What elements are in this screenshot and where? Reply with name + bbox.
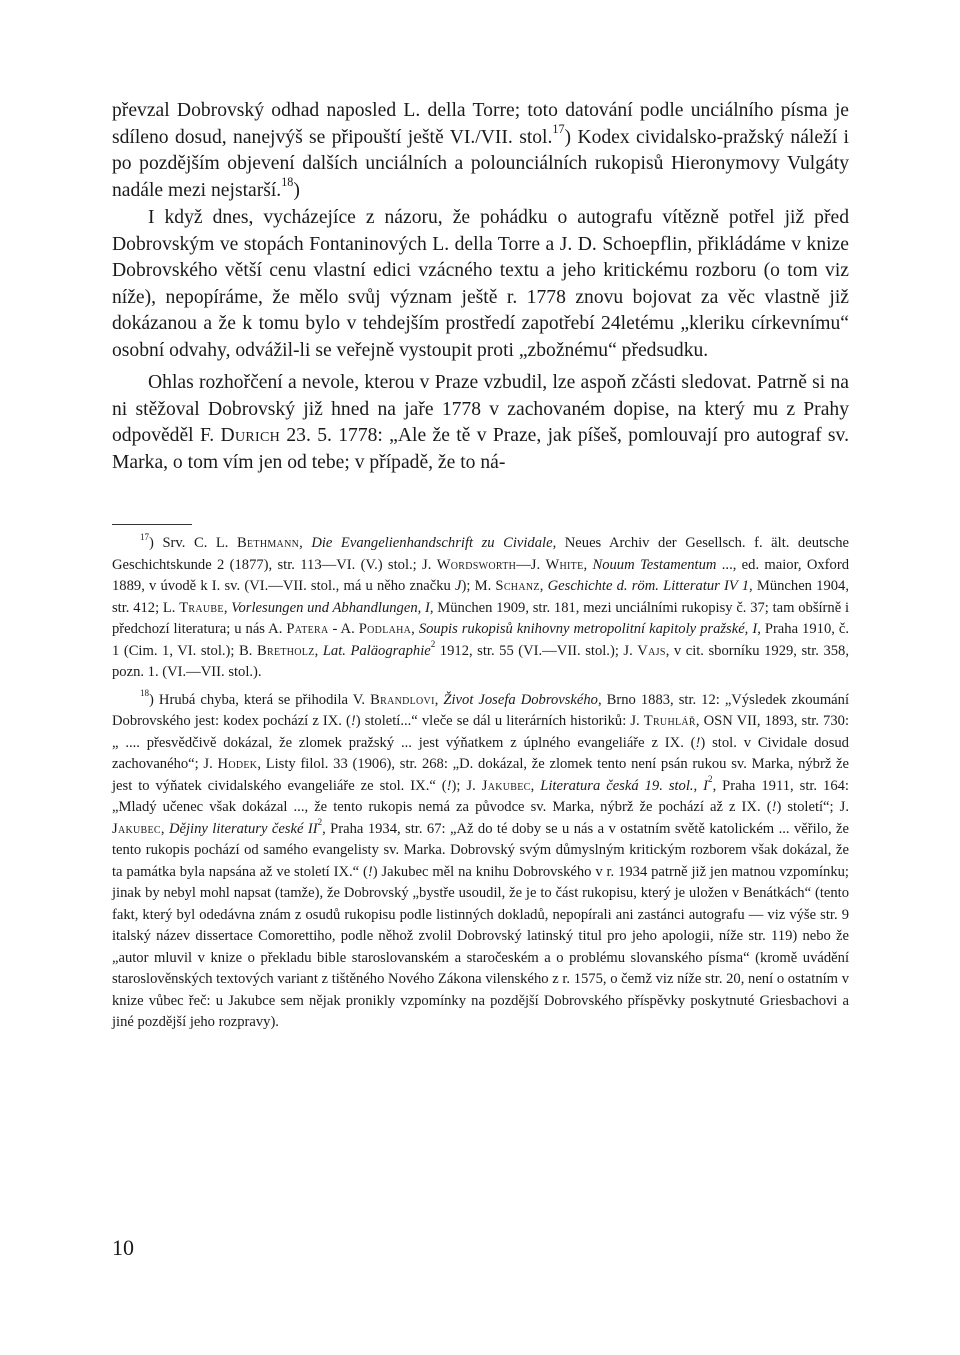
main-text xyxy=(112,98,849,476)
footnote-17: $^{17}$) Srv. C. L. Bethmann, Die Evangelienhandschrift zu Cividale, Neues Archiv der Gesellsch. f. ält. deutsche Geschichtskunde 2 (1877), str. 113—VI. (V.) stol.; J. Wordsworth—J. White, Nouum Testamentum ..., ed. maior, Oxford 1889, v úvodě k I. sv. (VI.—VII. stol., má u něho značku J); M. Schanz, Geschichte d. röm. Litteratur IV 1, München 1904, str. 412; L. Traube, Vorlesungen und Abhandlungen, I, München 1909, str. 181, mezi unciálními rukopisy č. 37; tam obšírně i předchozí literatura; u nás A. Patera - A. Podlaha, Soupis rukopisů knihovny metropolitní kapitoly pražské, I, Praha 1910, č. 1 (Cim. 1, VI. stol.); B. Bretholz, Lat. Paläographie$^2$ 1912, str. 55 (VI.—VII. stol.); J. Vajs, v cit. sborníku 1929, str. 358, pozn. 1. (VI.—VII. stol.). xyxy=(112,531,850,680)
paragraph-1: převzal Dobrovský odhad naposled L. della Torre; toto datování podle unciálního písma je sdíleno dosud, nanejvýš se připouští ještě VI./VII. stol.$^{17}$) Kodex cividalsko-pražský náleží i po pozdějším objevení dalších unciálních a polounciálních rukopisů Hieronymovy Vulgáty nadále mezi nejstarší.$^{18}$) xyxy=(112,100,849,201)
footnote-18: $^{18}$) Hrubá chyba, která se přihodila V. Brandlovi, Život Josefa Dobrovského, Brno 1883, str. 12: „Výsledek zkoumání Dobrovského jest: kodex pochází z IX. (!) století...“ vleče se dál u literárních historiků: J. Truhlář, OSN VII, 1893, str. 730: „ .... přesvědčivě dokázal, že zlomek pražský ... jest výňatkem z úplného evangeliáře z IX. (!) stol. v Cividale dosud zachovaného“; J. Hodek, Listy filol. 33 (1906), str. 268: „D. dokázal, že zlomek tento není psán rukou sv. Marka, nýbrž že jest to výňatek cividalského evangeliáře ze stol. IX.“ (!); J. Jakubec, Literatura česká 19. stol., $I^2$, Praha 1911, str. 164: „Mladý učenec však dokázal ..., že tento rukopis nemá za původce sv. Marka, nýbrž že pochází až z IX. (!) století“; J. Jakubec, Dějiny literatury české $II^2$, Praha 1934, str. 67: „Až do té doby se u nás a v ostatním světě katolickém ... věřilo, že tento rukopis pochází od samého evangelisty sv. Marka. Dobrovský svým důmyslným kritickým rozborem však dokázal, že ta památka byla napsána až ve století IX.“ (!) Jakubec měl na knihu Dobrovského v r. 1934 patrně již jen matnou vzpomínku; jinak by nebyl mohl napsat (tamže), že Dobrovský „bystře usoudil, že je to část rukopisu, který je uložen v Benátkách“ (tento fakt, který byl odedávna znám z osudů rukopisu podle listinných dokladů, nepopírali ani zastánci autografu — viz výše str. 9 italský název dissertace Comorettiho, podle něhož zvolil Dobrovský latinský titul pro jeho apologii, níže str. 119) nebo že „autor mluvil v knize o překladu bible staroslovanském a staročeském a o problému slovanského písma“ (kromě uvádění staroslověnských textových variant z tištěného Nového Zákona vilenského z r. 1575, o čemž viz níže str. 20, není o ostatním v knize vůbec řeč: u Jakubce sem nějak pronikly vzpomínky na pozdější Dobrovského příspěvky poskytnuté Griesbachovi a jiné pozdější jeho rozpravy). xyxy=(112,688,850,1030)
footnote-ref-17: 17 xyxy=(552,122,565,137)
footnote-separator xyxy=(112,524,192,525)
page-number: 10 xyxy=(112,1235,134,1260)
footnote-ref-18: 18 xyxy=(281,175,294,190)
footnotes xyxy=(112,533,849,1034)
paragraph-3: Ohlas rozhořčení a nevole, kterou v Praze vzbudil, lze aspoň zčásti sledovat. Patrně si na ni stěžoval Dobrovský již hned na jaře 1778 v zachovaném dopise, na který mu z Prahy odpověděl F. Durich 23. 5. 1778: „Ale že tě v Praze, jak píšeš, pomlouvají pro autograf sv. Marka, o tom vím jen od tebe; v případě, že to ná- xyxy=(112,372,849,473)
paragraph-2: I když dnes, vycházejíce z názoru, že pohádku o autografu vítězně potřel již před Dobrovským ve stopách Fontaninových L. della Torre a J. D. Schoepflin, přikládáme v knize Dobrovského větší cenu vlastní edici vzácného textu a jeho kritickému rozboru (o tom viz níže), nepopíráme, že mělo svůj význam ještě r. 1778 znovu bojovat za věc vlastně již dokázanou a že k tomu bylo v tehdejším prostředí zapotřebí 24letému „kleriku církevnímu“ osobní odvahy, odvážil-li se veřejně vystoupit proti „zbožnému“ předsudku. xyxy=(112,207,849,361)
